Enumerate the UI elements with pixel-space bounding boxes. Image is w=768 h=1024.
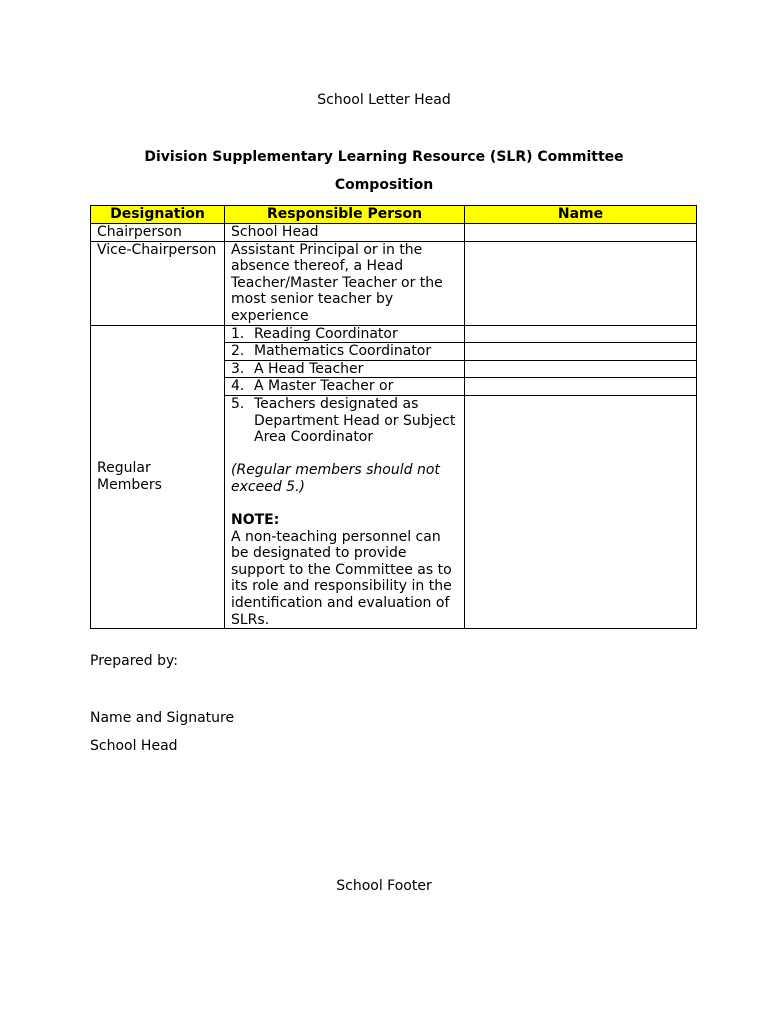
- designation-regular-members: Regular Members: [91, 325, 225, 629]
- table-row-vice-chairperson: [91, 241, 697, 325]
- prepared-by-label: Prepared by:: [90, 653, 178, 669]
- list-number: 2.: [231, 343, 245, 360]
- list-item-text: Teachers designated as Department Head or Subject Area Coordinator: [254, 395, 456, 446]
- list-number: 5.: [231, 395, 245, 412]
- name-cell-vice-chairperson: [465, 241, 697, 325]
- table-header-row: [91, 206, 697, 224]
- header-designation: Designation: [91, 206, 225, 224]
- name-and-signature-label: Name and Signature: [90, 710, 235, 726]
- header-responsible-person: Responsible Person: [225, 206, 465, 224]
- name-cell-regular-2: [465, 343, 697, 361]
- table-row-regular-1: [91, 325, 697, 343]
- responsible-item-1: [225, 325, 465, 343]
- name-cell-regular-3: [465, 360, 697, 378]
- name-cell-chairperson: [465, 224, 697, 242]
- list-item-text: A Master Teacher or: [254, 378, 394, 395]
- designation-chairperson: Chairperson: [91, 224, 225, 242]
- name-cell-regular-5: [465, 395, 697, 628]
- school-footer: School Footer: [336, 878, 432, 894]
- responsible-item-4: [225, 378, 465, 396]
- responsible-item-5: [225, 395, 465, 628]
- note-text: A non-teaching personnel can be designated to provide support to the Committee as to its role and responsibility in the identification and evaluation of SLRs.: [231, 528, 452, 628]
- list-number: 1.: [231, 325, 245, 342]
- responsible-chairperson: School Head: [225, 224, 465, 242]
- list-number: 4.: [231, 378, 245, 395]
- school-letterhead: School Letter Head: [317, 92, 451, 108]
- responsible-item-3: [225, 360, 465, 378]
- document-subtitle: Composition: [334, 177, 434, 193]
- designation-vice-chairperson: Vice-Chairperson: [91, 241, 225, 325]
- member-limit-note: (Regular members should not exceed 5.): [231, 462, 440, 495]
- list-item-text: A Head Teacher: [254, 360, 364, 377]
- list-number: 3.: [231, 360, 245, 377]
- responsible-vice-chairperson: Assistant Principal or in the absence thereof, a Head Teacher/Master Teacher or the most senior teacher by experience: [225, 241, 465, 325]
- name-cell-regular-1: [465, 325, 697, 343]
- document-title: Division Supplementary Learning Resource (SLR) Committee: [144, 149, 624, 165]
- header-name: Name: [465, 206, 697, 224]
- note-label: NOTE:: [231, 512, 280, 529]
- responsible-item-2: [225, 343, 465, 361]
- list-item-text: Reading Coordinator: [254, 325, 398, 342]
- signatory-role: School Head: [90, 738, 178, 754]
- list-item-text: Mathematics Coordinator: [254, 343, 432, 360]
- table-row-chairperson: [91, 224, 697, 242]
- name-cell-regular-4: [465, 378, 697, 396]
- committee-composition-table: [90, 205, 697, 629]
